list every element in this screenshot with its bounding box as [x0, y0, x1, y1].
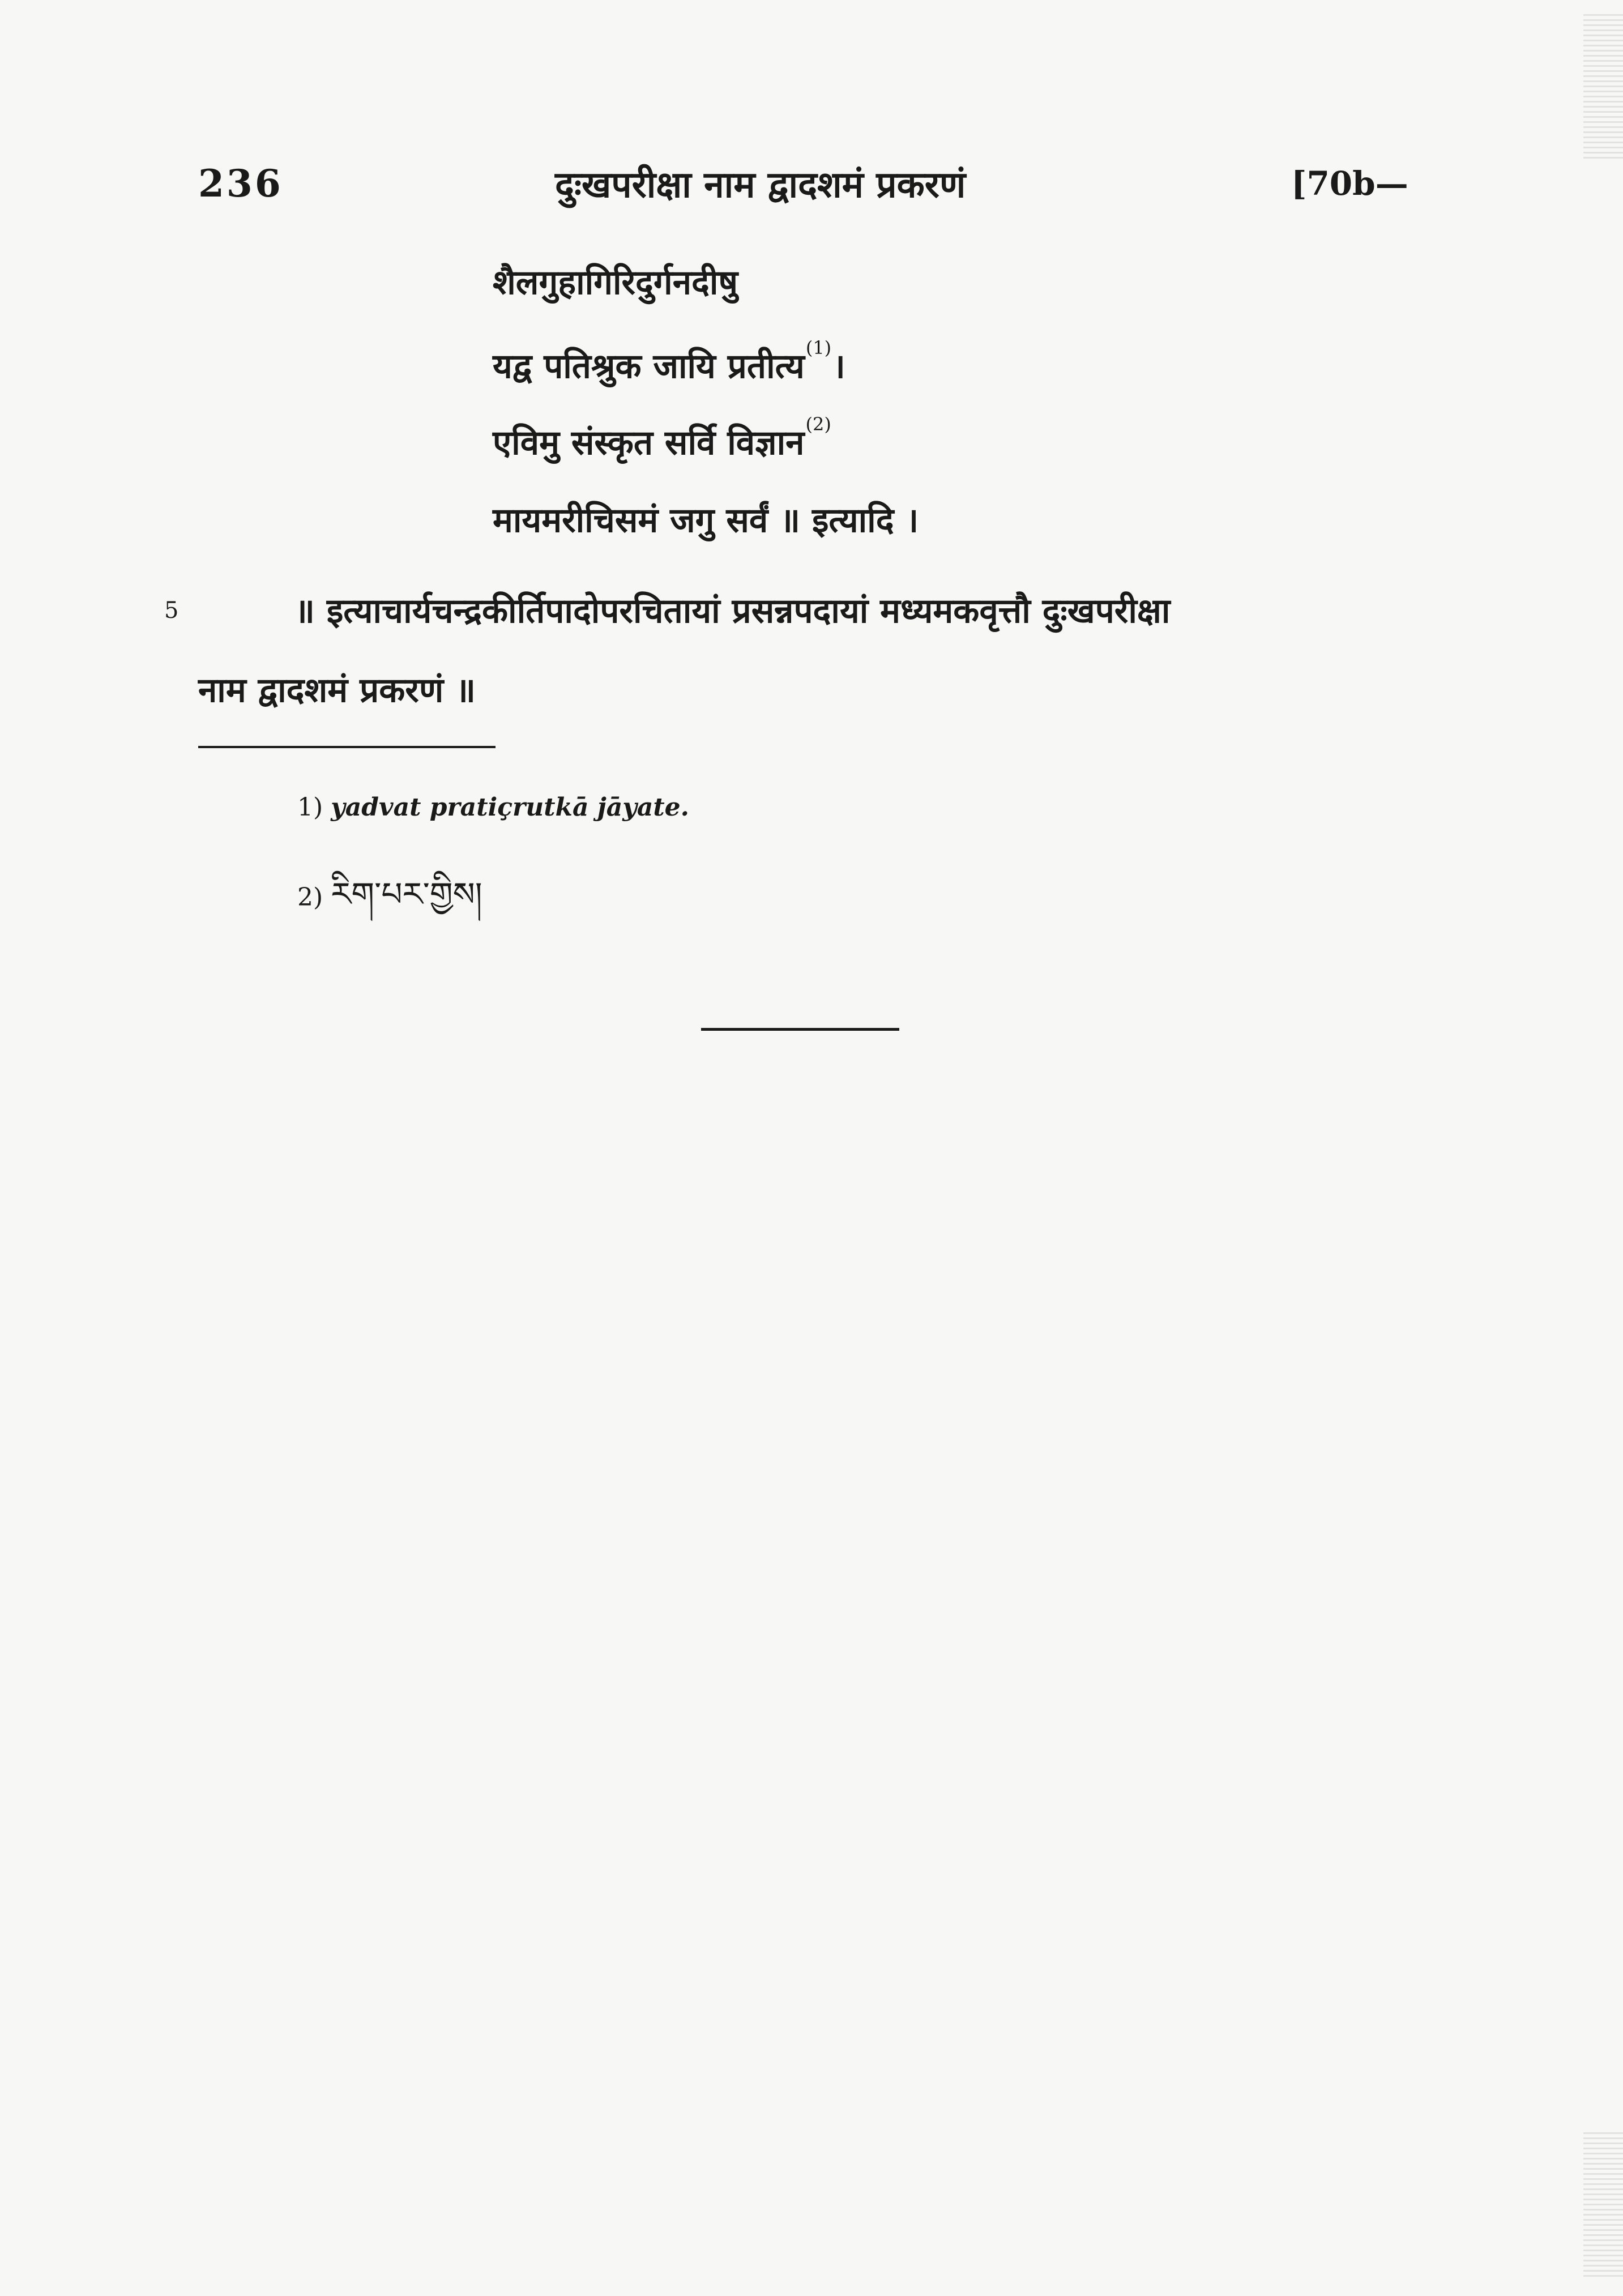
- folio-reference: [70b—: [1291, 164, 1408, 203]
- verse-line-2-text: यद्व पतिश्रुक जायि प्रतीत्य: [493, 347, 805, 386]
- line-number: 5: [164, 598, 179, 624]
- scan-edge-bottom: [1583, 2129, 1623, 2277]
- verse-line-3-text: एविमु संस्कृत सर्वि विज्ञान: [493, 423, 805, 463]
- verse-line-3: [493, 413, 832, 464]
- footnote-2-label: 2): [297, 883, 323, 912]
- footnote-2-text: རིག་པར་གྱིས།: [331, 875, 482, 914]
- footnote-separator: [198, 746, 496, 748]
- footnote-1: [297, 793, 689, 822]
- footnote-mark-1: (1): [805, 337, 832, 359]
- end-of-chapter-rule: [701, 1028, 899, 1031]
- colophon-line-2: नाम द्वादशमं प्रकरणं ॥: [198, 671, 476, 710]
- footnote-mark-2: (2): [805, 413, 831, 435]
- footnote-1-text: yadvat pratiçrutkā jāyate.: [331, 793, 689, 822]
- footnote-1-label: 1): [297, 793, 323, 822]
- verse-line-2-danda: ।: [832, 347, 845, 386]
- scan-edge-top: [1583, 11, 1623, 159]
- footnote-2: [297, 858, 482, 950]
- colophon-line-1: ॥ इत्याचार्यचन्द्रकीर्तिपादोपरचितायां प्रसन्नपदायां मध्यमकवृत्तौ दुःखपरीक्षा: [294, 591, 1171, 631]
- verse-line-2: [493, 337, 845, 388]
- page-number: 236: [198, 161, 283, 206]
- verse-line-4: मायमरीचिसमं जगु सर्वं ॥ इत्यादि ।: [493, 501, 919, 540]
- verse-line-1: शैलगुहागिरिदुर्गनदीषु: [493, 263, 738, 302]
- running-title: दुःखपरीक्षा नाम द्वादशमं प्रकरणं: [555, 164, 966, 206]
